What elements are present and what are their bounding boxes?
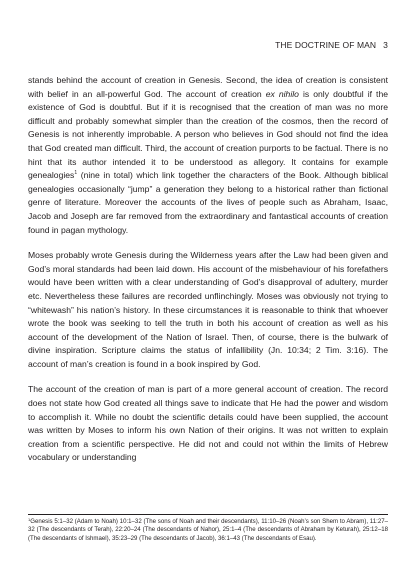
paragraph-1 bbox=[28, 74, 388, 237]
body-text bbox=[28, 74, 388, 477]
paragraph-1-text-a: stands behind the account of creation in Genesis. Second, the idea of creation is consistent with belief in an all-powerful God. The account of creation bbox=[28, 75, 388, 99]
paragraph-3: The account of the creation of man is part of a more general account of creation. The record does not state how God created all things save to indicate that He had the power and wisdom to accomplish it. While no doubt the scientific details could have been supplied, the account was written by Moses to inform his own Nation of their origins. It was not written to explain creation from a scientific perspective. He did not and could not within the limits of Hebrew vocabulary or understanding bbox=[28, 384, 388, 463]
footnote-reference[interactable]: 1 bbox=[74, 170, 78, 177]
footnote-marker: 1 bbox=[28, 517, 31, 522]
footnote-1 bbox=[28, 518, 388, 543]
paragraph-1-text-b: is only doubtful if the existence of God is doubtful. But if it is recognised that the creation of man was no more difficult and probably somewhat simpler than the creation of the cosmos, then the record of Genesis is not inherently improbable. A person who believes in God should not find the idea that God created man difficult. Third, the account of creation purports to be factual. There is no hint that its author intended it to be understood as allegory. It contains for example genealogies bbox=[28, 88, 389, 181]
latin-term: ex nihilo bbox=[265, 88, 299, 99]
footnote-area bbox=[28, 514, 388, 543]
paragraph-2: Moses probably wrote Genesis during the Wilderness years after the Law had been given and God’s moral standards had been laid down. His account of the misbehaviour of his forefathers would have been written with a clear understanding of God’s disapproval of adultery, murder etc. Nevertheless these failures are recorded unflinchingly. Moses was obviously not trying to “whitewash” his nation’s history. In these circumstances it is reasonable to think that whoever wrote the book was seeking to tell the truth in both his account of creation as well as his account of the development of the Nation of Israel. Then, of course, there is the bulwark of divine inspiration. Scripture claims the status of infallibility (Jn. 10:34; 2 Tim. 3:16). The account of man’s creation is found in a book inspired by God. bbox=[28, 250, 388, 369]
paragraph-1-text-c: (nine in total) which link together the characters of the Book. Although biblical genealogies occasionally “jump” a generation they belong to a historical rather than fictional genre of literature. Moreover the accounts of the lives of people such as Abraham, Isaac, Jacob and Joseph are far removed from the extraordinary and fantastical accounts of creation found in pagan mythology. bbox=[28, 170, 388, 235]
running-title: THE DOCTRINE OF MAN bbox=[275, 40, 377, 50]
running-header bbox=[275, 40, 388, 50]
footnote-text: Genesis 5:1–32 (Adam to Noah) 10:1–32 (The sons of Noah and their descendants), 11:10–26 (Noah’s son Shem to Abram), 11:27–32 (The descendants of Terah), 22:20–24 (The descendants of Nahor), 25:1–4 (The descendants of Abraham by Keturah), 25:12–18 (The descendants of Ishmael), 35:23–29 (The descendants of Jacob), 36:1–43 (The descendants of Esau). bbox=[28, 518, 388, 542]
page-number: 3 bbox=[383, 40, 388, 50]
